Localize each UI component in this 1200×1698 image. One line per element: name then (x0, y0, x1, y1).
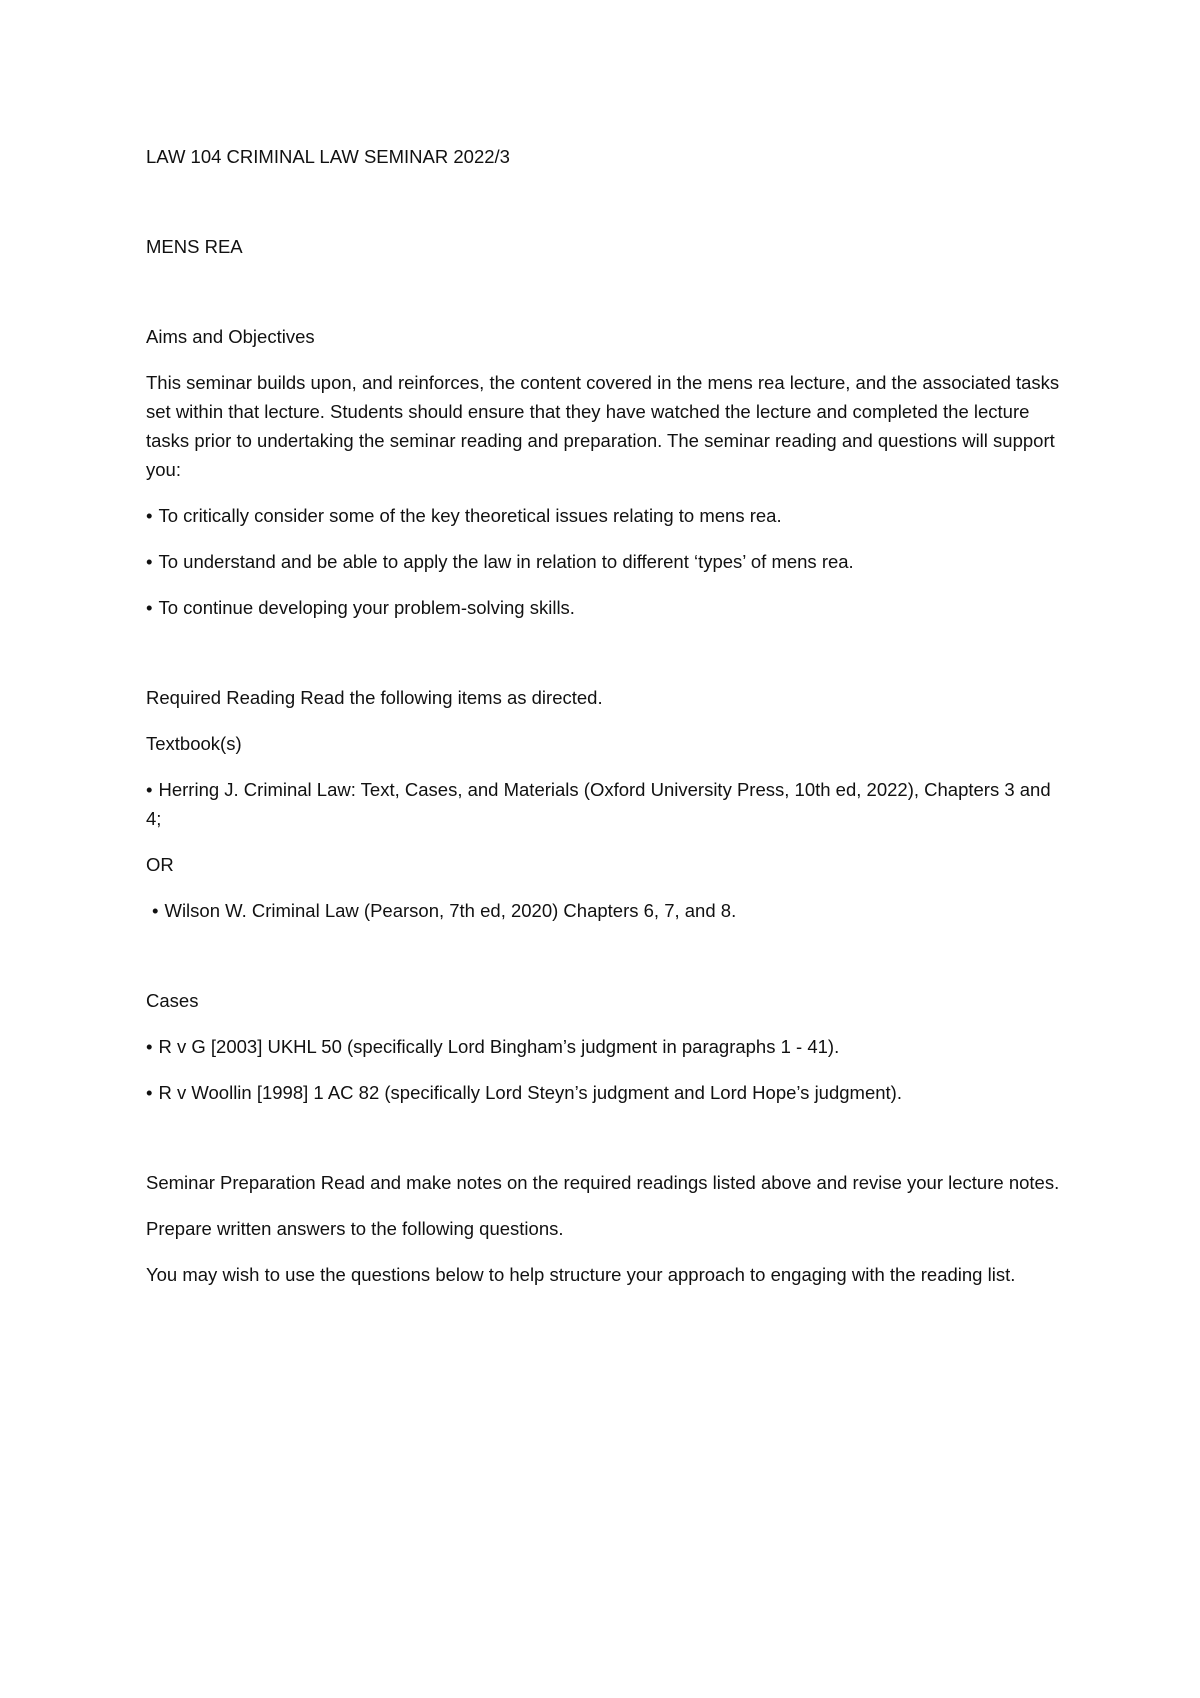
aims-intro: This seminar builds upon, and reinforces, the content covered in the mens rea lecture, and the associated tasks set within that lecture. Students should ensure that they have watched the lecture and completed the lecture tasks prior to undertaking the seminar reading and preparation. The seminar reading and questions will support you: (146, 372, 1060, 480)
textbook-item (146, 896, 1066, 925)
textbook-text: Herring J. Criminal Law: Text, Cases, and Materials (Oxford University Press, 10th ed, 2022), Chapters 3 and 4; (146, 779, 1051, 829)
bullet-icon: • (146, 779, 153, 800)
bullet-icon: • (152, 900, 159, 921)
bullet-icon: • (146, 1036, 153, 1057)
aims-bullet-text: To continue developing your problem-solving skills. (158, 597, 575, 618)
document-title: LAW 104 CRIMINAL LAW SEMINAR 2022/3 (146, 146, 510, 167)
case-item (146, 1032, 1066, 1061)
case-text: R v G [2003] UKHL 50 (specifically Lord Bingham’s judgment in paragraphs 1 - 41). (158, 1036, 840, 1057)
preparation-intro: Seminar Preparation Read and make notes on the required readings listed above and revise your lecture notes. (146, 1172, 1060, 1193)
aims-bullet (146, 501, 1066, 530)
preparation-note: You may wish to use the questions below to help structure your approach to engaging with the reading list. (146, 1264, 1016, 1285)
topic-heading: MENS REA (146, 236, 243, 257)
textbook-text: Wilson W. Criminal Law (Pearson, 7th ed, 2020) Chapters 6, 7, and 8. (164, 900, 737, 921)
preparation-instruction: Prepare written answers to the following questions. (146, 1218, 564, 1239)
bullet-icon: • (146, 505, 153, 526)
aims-bullet (146, 593, 1066, 622)
aims-bullet-text: To understand and be able to apply the law in relation to different ‘types’ of mens rea. (158, 551, 854, 572)
textbook-item (146, 775, 1066, 833)
document-body (146, 142, 1066, 1306)
textbooks-label: Textbook(s) (146, 733, 242, 754)
reading-heading: Required Reading Read the following items as directed. (146, 687, 603, 708)
aims-bullet (146, 547, 1066, 576)
aims-bullet-text: To critically consider some of the key theoretical issues relating to mens rea. (158, 505, 782, 526)
bullet-icon: • (146, 551, 153, 572)
bullet-icon: • (146, 597, 153, 618)
case-item (146, 1078, 1066, 1107)
bullet-icon: • (146, 1082, 153, 1103)
aims-heading: Aims and Objectives (146, 326, 315, 347)
cases-heading: Cases (146, 990, 199, 1011)
or-label: OR (146, 854, 174, 875)
case-text: R v Woollin [1998] 1 AC 82 (specifically Lord Steyn’s judgment and Lord Hope’s judgment). (158, 1082, 902, 1103)
